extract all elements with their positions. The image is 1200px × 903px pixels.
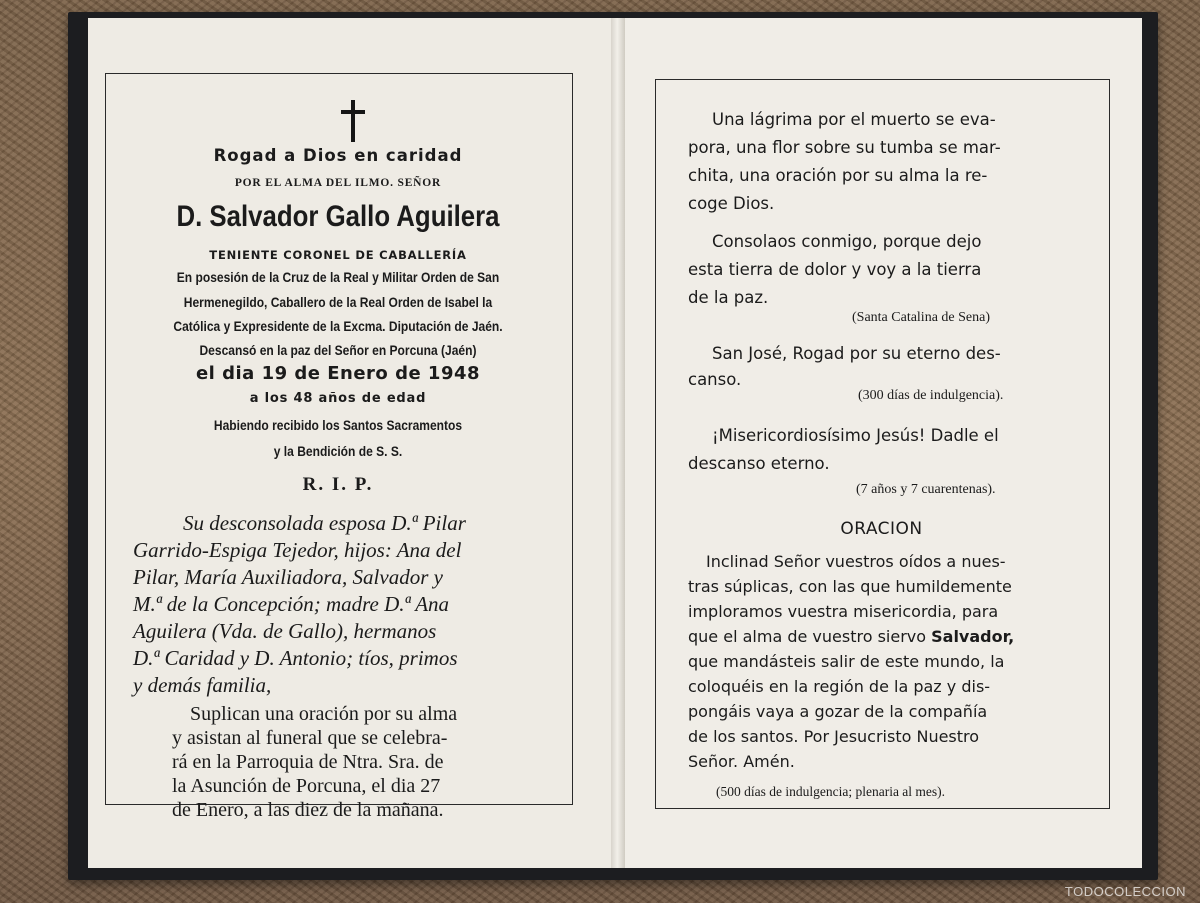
death-date: el dia 19 de Enero de 1948 [195,363,481,384]
cross-icon [338,100,368,142]
family-line-1: Su desconsolada esposa D.ª Pilar [183,511,466,535]
honors-line-2: Hermenegildo, Caballero de la Real Orden de Isabel la [183,294,493,310]
request-line-2: y asistan al funeral que se celebra- [172,727,448,749]
prayer-line-4-text: que el alma de vuestro siervo [688,627,932,646]
p1-line-3: chita, una oración por su alma la re- [688,166,988,185]
honors-line-4: Descansó en la paz del Señor en Porcuna (Jaén) [199,342,477,358]
sacraments-line-2: y la Bendición de S. S. [273,443,403,459]
rank-line: TENIENTE CORONEL DE CABALLERÍA [209,248,467,262]
prayer-line-9: Señor. Amén. [688,752,795,771]
p2-source: (Santa Catalina de Sena) [852,310,991,325]
p2-line-3: de la paz. [688,288,769,307]
p2-line-2: esta tierra de dolor y voy a la tierra [688,260,982,279]
header-line: Rogad a Dios en caridad [213,146,463,165]
watermark: TODOCOLECCION [1064,884,1186,899]
p1-line-1: Una lágrima por el muerto se eva- [712,110,996,129]
prayer-line-8: de los santos. Por Jesucristo Nuestro [688,727,980,746]
sacraments-line-1: Habiendo recibido los Santos Sacramentos [213,417,463,433]
prayer-line-3: imploramos vuestra misericordia, para [688,602,999,621]
prayer-line-6: coloquéis en la región de la paz y dis- [688,677,991,696]
request-line-5: de Enero, a las diez de la mañana. [172,799,444,821]
family-line-3: Pilar, María Auxiliadora, Salvador y [133,565,443,589]
deceased-name: D. Salvador Gallo Aguilera [176,200,500,233]
request-line-3: rá en la Parroquia de Ntra. Sra. de [172,751,444,773]
honors-line-1: En posesión de la Cruz de la Real y Militar Orden de San [176,269,500,285]
p3-note: (300 días de indulgencia). [858,388,1004,403]
family-line-7: y demás familia, [133,673,272,697]
p4-note: (7 años y 7 cuarentenas). [856,482,996,497]
card-fold [611,18,625,868]
request-line-1: Suplican una oración por su alma [190,703,458,725]
prayer-name: Salvador, [931,627,1015,646]
family-line-5: Aguilera (Vda. de Gallo), hermanos [133,619,437,643]
p3-line-2: canso. [688,370,742,389]
honors-line-3: Católica y Expresidente de la Excma. Diputación de Jaén. [173,318,503,334]
prayer-line-7: pongáis vaya a gozar de la compañía [688,702,988,721]
p4-line-2: descanso eterno. [688,454,830,473]
prayer-line-2: tras súplicas, con las que humildemente [688,577,1012,596]
request-line-4: la Asunción de Porcuna, el dia 27 [172,775,441,797]
prayer-line-1: Inclinad Señor vuestros oídos a nues- [706,552,1006,571]
family-line-6: D.ª Caridad y D. Antonio; tíos, primos [133,646,458,670]
prayer-note: (500 días de indulgencia; plenaria al mes). [716,784,946,799]
rip: R. I. P. [302,474,374,495]
prayer-title: ORACION [840,519,923,539]
prayer-line-5: que mandásteis salir de este mundo, la [688,652,1005,671]
p4-line-1: ¡Misericordiosísimo Jesús! Dadle el [712,426,999,445]
family-line-4: M.ª de la Concepción; madre D.ª Ana [133,592,450,616]
family-line-2: Garrido-Espiga Tejedor, hijos: Ana del [133,538,462,562]
for-soul-line: POR EL ALMA DEL ILMO. SEÑOR [234,177,442,189]
prayer-line-4 [688,625,1014,649]
age-line: a los 48 años de edad [249,391,427,406]
p2-line-1: Consolaos conmigo, porque dejo [712,232,982,251]
p1-line-2: pora, una flor sobre su tumba se mar- [688,138,1001,157]
p3-line-1: San José, Rogad por su eterno des- [712,344,1001,363]
p1-line-4: coge Dios. [688,194,775,213]
